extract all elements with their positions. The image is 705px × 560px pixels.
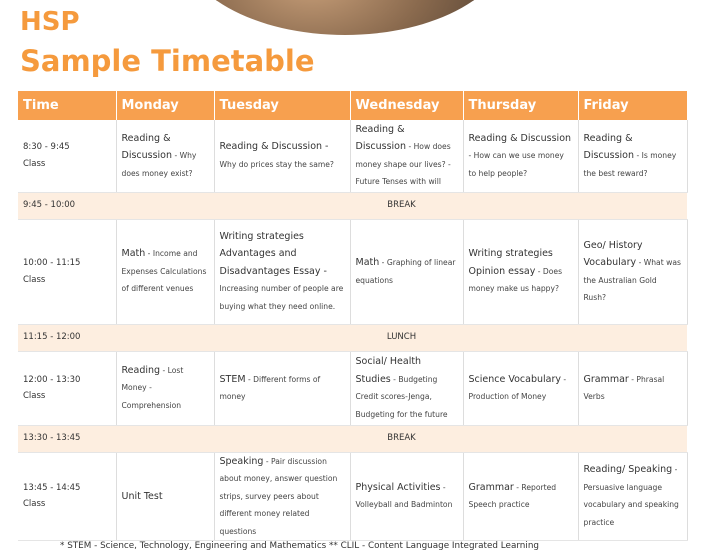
lesson-subject: Reading & Discussion xyxy=(468,132,572,144)
lesson-subject: Math xyxy=(121,248,146,260)
lesson-topic: - Volleyball and Badminton xyxy=(355,482,453,510)
col-thursday: Thursday xyxy=(463,91,578,120)
lesson-topic: - How can we use money to help people? xyxy=(468,151,564,178)
lesson-subject: Geo/ History Vocabulary xyxy=(583,239,643,268)
lesson-topic: - Income and Expenses Calculations of different venues xyxy=(121,249,207,294)
lesson-cell xyxy=(578,452,687,541)
lesson-topic: Increasing number of people are buying what they need online. xyxy=(219,284,344,311)
lesson-subject: Math xyxy=(355,257,380,268)
lesson-cell xyxy=(463,120,578,192)
lesson-subject: Social/ Health Studies xyxy=(355,356,422,385)
lesson-topic: - Phrasal Verbs xyxy=(583,374,665,401)
lesson-topic: - Is money the best reward? xyxy=(583,151,677,178)
lesson-cell xyxy=(116,120,214,192)
table-row xyxy=(18,219,687,324)
time-cell xyxy=(18,425,116,452)
col-monday: Monday xyxy=(116,91,214,120)
lesson-cell xyxy=(214,351,350,425)
lesson-cell xyxy=(116,351,214,425)
lesson-subject: Reading xyxy=(121,364,161,376)
lesson-topic: Why do prices stay the same? xyxy=(219,159,334,169)
break-row xyxy=(18,425,687,452)
lesson-topic: - Different forms of money xyxy=(219,374,321,401)
table-row xyxy=(18,351,687,425)
header-photo xyxy=(180,0,510,35)
col-wednesday: Wednesday xyxy=(350,91,463,120)
lesson-topic: - Why does money exist? xyxy=(121,151,197,178)
lesson-subject: Science Vocabulary xyxy=(468,373,562,385)
lesson-subject: Grammar xyxy=(583,373,629,385)
lesson-topic: - Lost Money - Comprehension xyxy=(121,365,184,410)
break-label: BREAK xyxy=(116,425,687,452)
lesson-cell xyxy=(350,219,463,324)
lesson-subject: Reading & Discussion - xyxy=(219,141,329,153)
table-row xyxy=(18,120,687,192)
lesson-subject: Unit Test xyxy=(121,490,163,502)
timetable xyxy=(18,91,688,541)
lesson-cell xyxy=(350,351,463,425)
time-cell xyxy=(18,219,116,324)
lesson-cell xyxy=(116,219,214,324)
header-row xyxy=(18,91,687,120)
time-range: 8:30 - 9:45 xyxy=(23,142,70,153)
time-range: 12:00 - 13:30 xyxy=(23,374,81,385)
time-range: 9:45 - 10:00 xyxy=(23,200,76,211)
lesson-cell xyxy=(214,219,350,324)
table-row xyxy=(18,452,687,541)
lesson-cell xyxy=(578,219,687,324)
lesson-cell xyxy=(463,452,578,541)
lesson-topic: - Reported Speech practice xyxy=(468,482,557,510)
time-label: Class xyxy=(23,391,46,401)
lesson-cell xyxy=(578,351,687,425)
lesson-topic: - Budgeting Credit scores-Jenga, Budgeting for the future xyxy=(355,374,448,419)
time-cell xyxy=(18,324,116,351)
time-range: 10:00 - 11:15 xyxy=(23,258,81,268)
lesson-cell xyxy=(463,351,578,425)
col-time: Time xyxy=(18,91,116,120)
break-label: BREAK xyxy=(116,192,687,219)
time-label: Class xyxy=(23,499,46,510)
time-label: Class xyxy=(23,158,46,169)
time-range: 13:30 - 13:45 xyxy=(23,433,81,444)
lesson-subject: Grammar xyxy=(468,481,514,493)
lesson-topic: - How does money shape our lives? - Future Tenses with will xyxy=(355,142,451,187)
lesson-cell xyxy=(350,452,463,541)
lesson-subject: Reading & Discussion xyxy=(121,132,173,161)
lesson-cell xyxy=(116,452,214,541)
break-row xyxy=(18,324,687,351)
col-tuesday: Tuesday xyxy=(214,91,350,120)
break-label: LUNCH xyxy=(116,324,687,351)
lesson-subject: Writing strategies Opinion essay xyxy=(468,248,553,277)
time-cell xyxy=(18,351,116,425)
lesson-topic: - Does money make us happy? xyxy=(468,266,563,294)
lesson-subject: Writing strategies Advantages and Disadvantages Essay - xyxy=(219,230,327,277)
footnote: * STEM - Science, Technology, Engineering and Mathematics ** CLIL - Content Language Integrated Learning xyxy=(60,541,539,551)
lesson-subject: STEM xyxy=(219,373,246,385)
col-friday: Friday xyxy=(578,91,687,120)
time-cell xyxy=(18,192,116,219)
lesson-topic: - What was the Australian Gold Rush? xyxy=(583,258,681,302)
lesson-cell xyxy=(350,120,463,192)
lesson-subject: Speaking xyxy=(219,455,264,467)
lesson-subject: Reading & Discussion xyxy=(583,132,635,161)
lesson-cell xyxy=(214,120,350,192)
lesson-cell xyxy=(463,219,578,324)
brand-title: HSP xyxy=(20,7,80,37)
lesson-topic: - Persuasive language vocabulary and speaking practice xyxy=(583,465,679,527)
page-title: Sample Timetable xyxy=(20,44,315,78)
time-range: 13:45 - 14:45 xyxy=(23,482,81,493)
lesson-topic: - Production of Money xyxy=(468,374,567,401)
lesson-subject: Reading/ Speaking xyxy=(583,464,673,476)
time-range: 11:15 - 12:00 xyxy=(23,332,81,343)
time-label: Class xyxy=(23,274,46,285)
lesson-cell xyxy=(214,452,350,541)
lesson-topic: - Pair discussion about money, answer question strips, survey peers about different money related questions xyxy=(219,456,338,536)
lesson-topic: - Graphing of linear equations xyxy=(355,258,456,285)
lesson-subject: Reading & Discussion xyxy=(355,123,407,153)
break-row xyxy=(18,192,687,219)
time-cell xyxy=(18,452,116,541)
lesson-subject: Physical Activities xyxy=(355,481,441,493)
lesson-cell xyxy=(578,120,687,192)
time-cell xyxy=(18,120,116,192)
